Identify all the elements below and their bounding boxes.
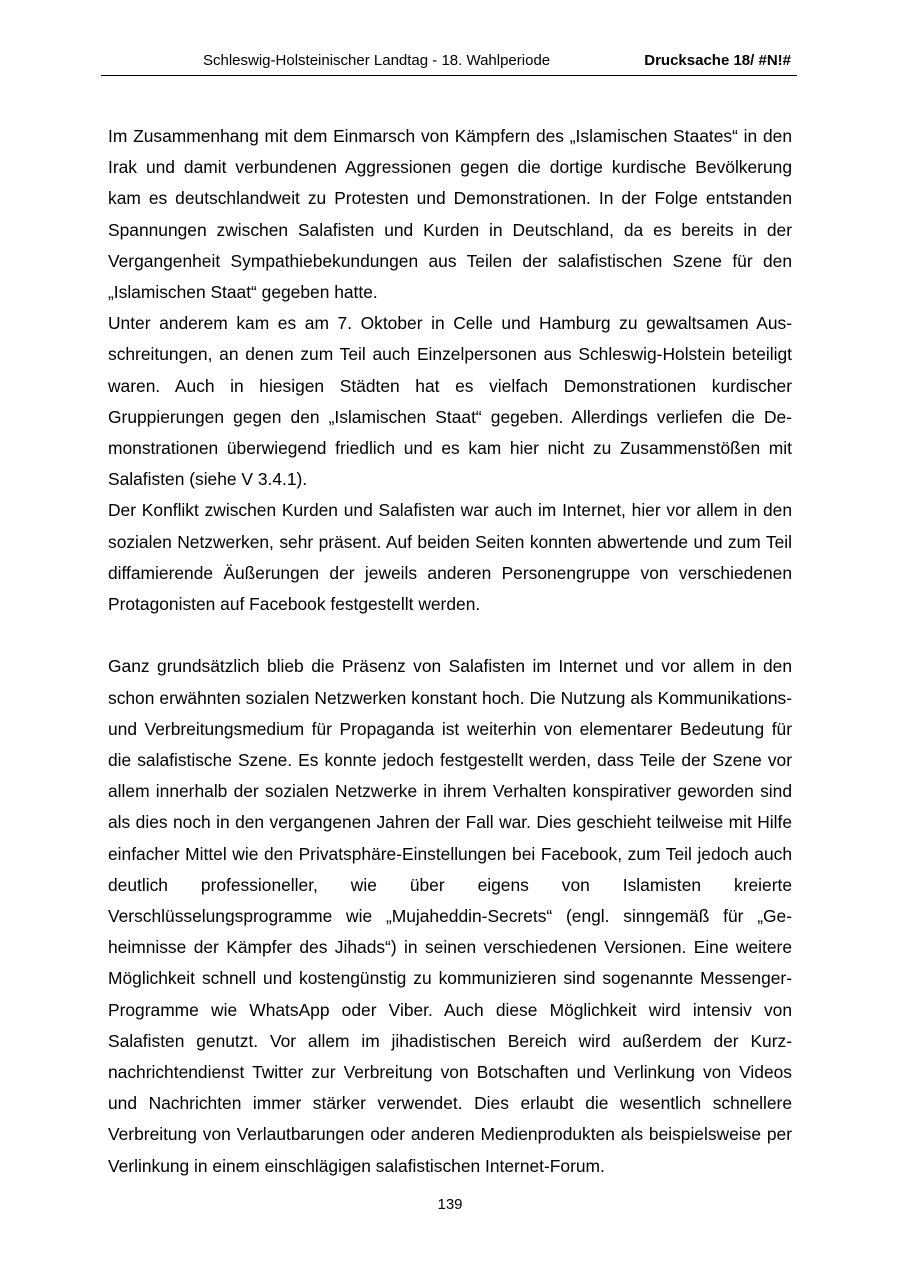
paragraph: Der Konflikt zwischen Kurden und Salafisten war auch im Internet, hier vor allem in den sozialen Netzwerken, sehr präsent. Auf beiden Seiten konnten abwertende und zum Teil diffamierende Äußerungen der jeweils anderen Personengruppe von verschiedenen Protagonisten auf Facebook festgestellt werden. — [108, 500, 792, 615]
header-title: Schleswig-Holsteinischer Landtag - 18. Wahlperiode — [203, 52, 551, 69]
drucksache-number: Drucksache 18/ #N!# — [644, 52, 791, 69]
paragraph: Im Zusammenhang mit dem Einmarsch von Kämpfern des „Islamischen Staates“ in den Irak und damit verbundenen Aggressionen gegen die dortige kurdische Bevölkerung kam es deutschlandweit zu Protesten und Demonstrationen. In der Folge entstanden Spannungen zwischen Salafisten und Kurden in Deutschland, da es bereits in der Vergangenheit Sympathiebekundungen aus Teilen der salafistischen Szene für den „Islamischen Staat“ gegeben hatte. — [108, 126, 792, 303]
page-header — [101, 50, 797, 76]
body-text — [108, 121, 792, 1182]
paragraph: Ganz grundsätzlich blieb die Präsenz von Salafisten im Internet und vor allem in den schon erwähnten sozialen Netzwerken konstant hoch. Die Nutzung als Kommunikations- und Verbreitungsmedium für Propaganda ist weiterhin von elementarer Bedeutung für die salafistische Szene. Es konnte jedoch festgestellt werden, dass Teile der Szene vor allem innerhalb der sozialen Netzwerke in ihrem Verhalten konspirativer geworden sind als dies noch in den vergangenen Jahren der Fall war. Dies geschieht teilweise mit Hilfe einfacher Mittel wie den Privatsphäre-Einstellungen bei Facebook, zum Teil jedoch auch deutlich professioneller, wie über eigens von Islamisten kreierte Verschlüsselungsprogramme wie „Mujaheddin-Secrets“ (engl. sinngemäß für „Geheimnisse der Kämpfer des Jihads“) in seinen verschiedenen Versionen. Eine weitere Möglichkeit schnell und kostengünstig zu kommunizieren sind sogenannte Messenger-Programme wie WhatsApp oder Viber. Auch diese Möglichkeit wird intensiv von Salafisten genutzt. Vor allem im jihadistischen Bereich wird außerdem der Kurznachrichtendienst Twitter zur Verbreitung von Botschaften und Verlinkung von Videos und Nachrichten immer stärker verwendet. Dies erlaubt die wesentlich schnellere Verbreitung von Verlautbarungen oder anderen Medienprodukten als beispielsweise per Verlinkung in einem einschlägigen salafistischen Internet-Forum. — [108, 656, 792, 1176]
page-number: 139 — [437, 1196, 463, 1213]
paragraph: Unter anderem kam es am 7. Oktober in Celle und Hamburg zu gewaltsamen Ausschreitungen, an denen zum Teil auch Einzelpersonen aus Schleswig-Holstein beteiligt waren. Auch in hiesigen Städten hat es vielfach Demonstrationen kurdischer Gruppierungen gegen den „Islamischen Staat“ gegeben. Allerdings verliefen die Demonstrationen überwiegend friedlich und es kam hier nicht zu Zusammenstößen mit Salafisten (siehe V 3.4.1). — [108, 313, 792, 490]
